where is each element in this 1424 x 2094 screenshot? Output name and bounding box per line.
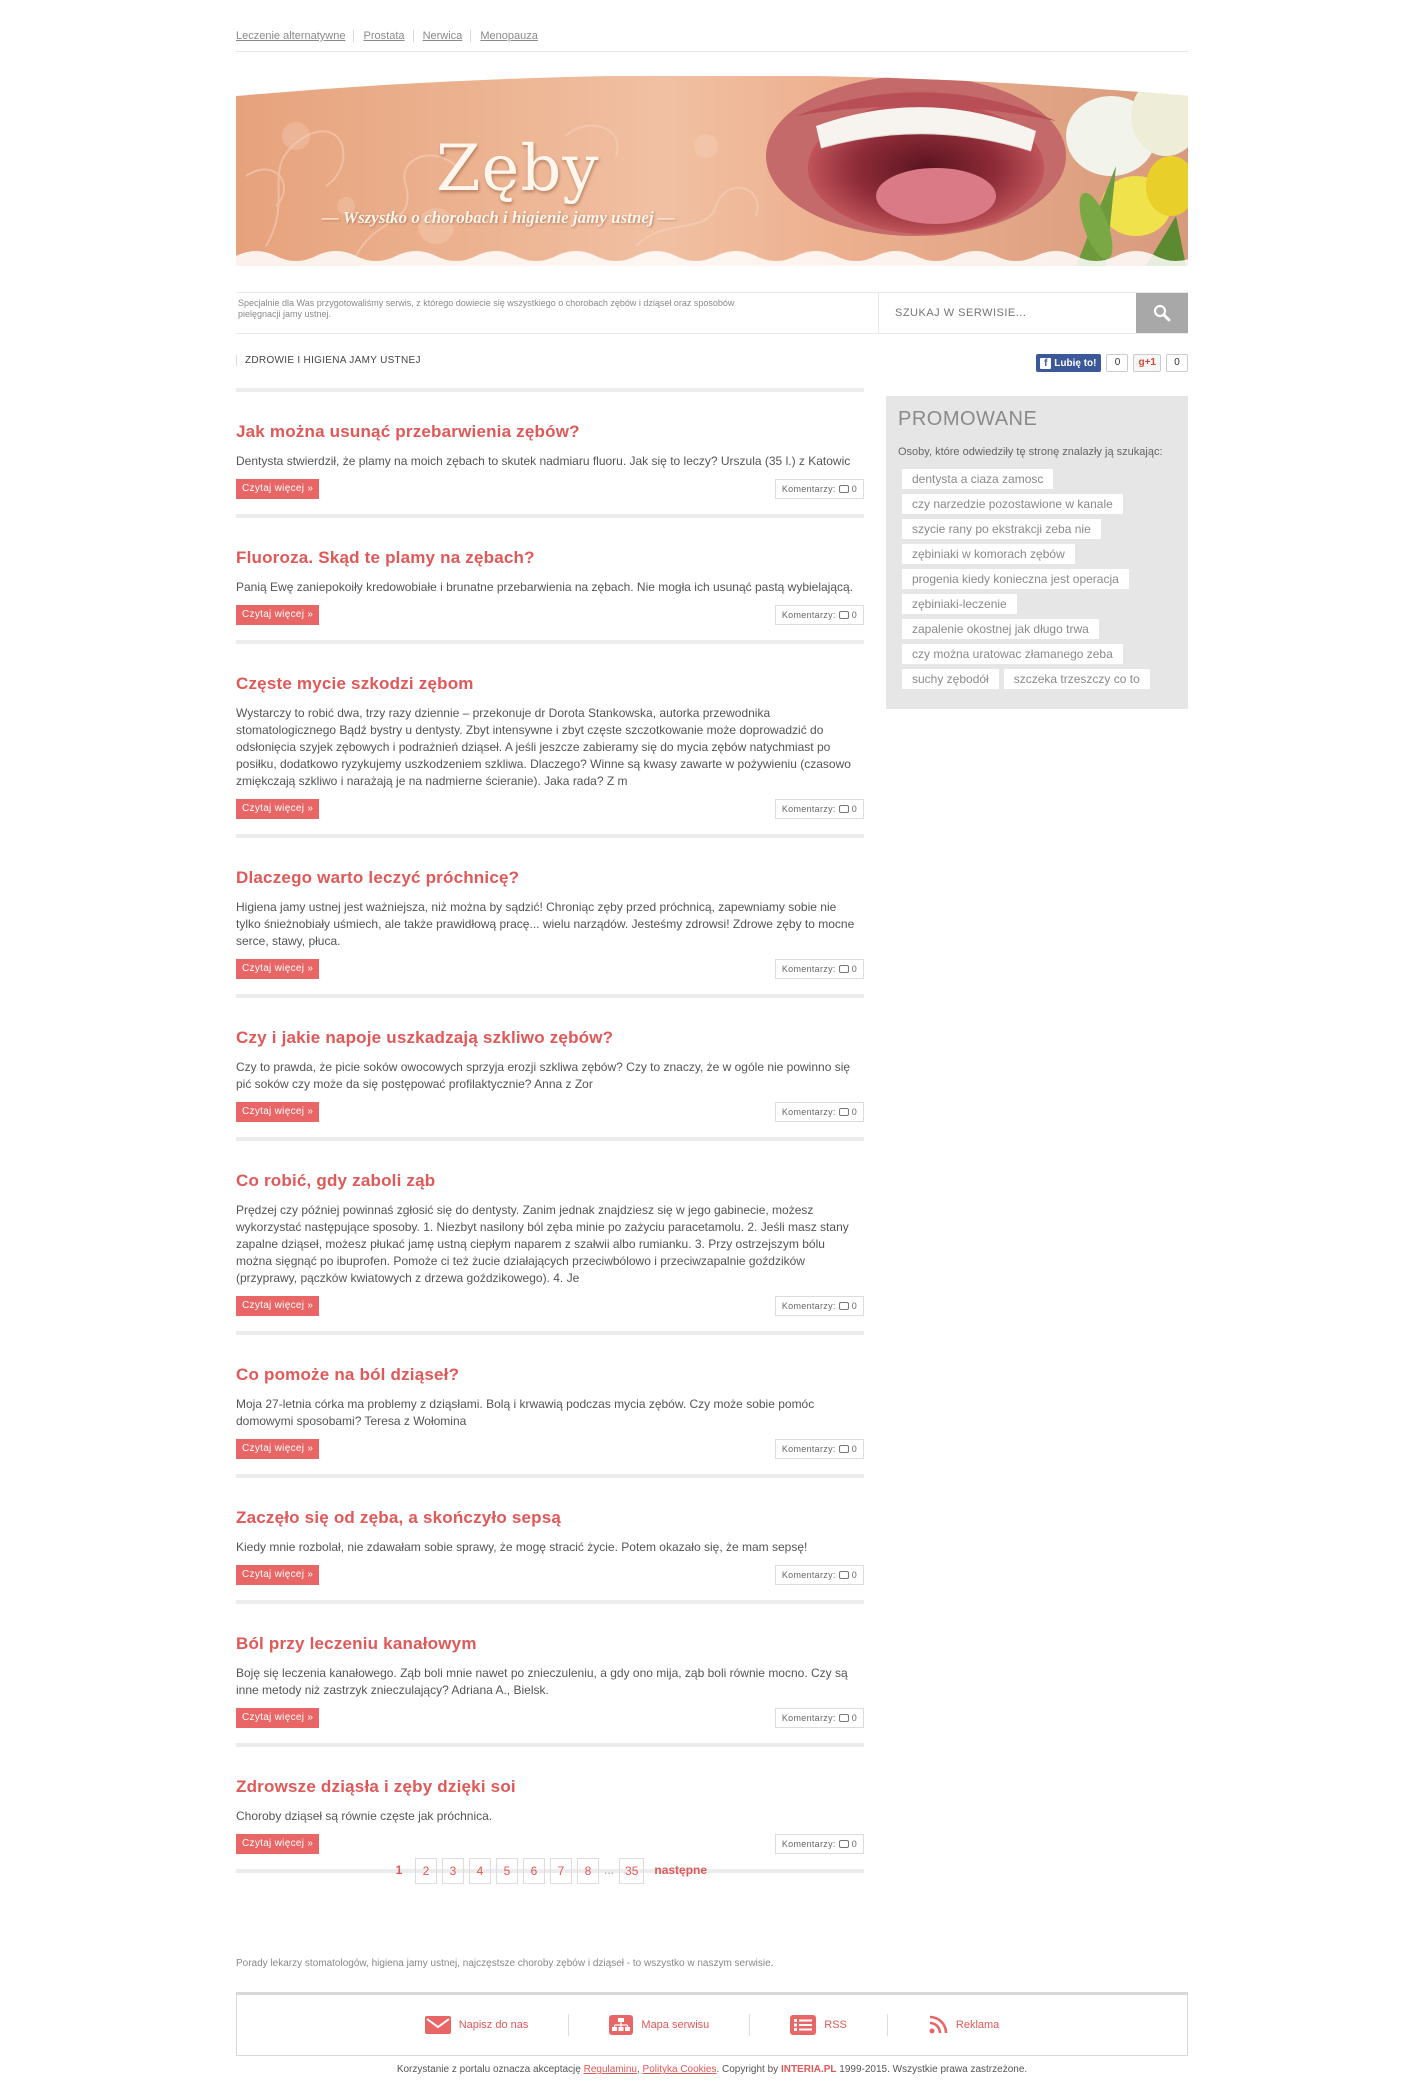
page-link[interactable]: 3 (442, 1858, 464, 1884)
comment-bubble-icon (839, 1714, 849, 1722)
comment-bubble-icon (839, 1840, 849, 1848)
comment-bubble-icon (839, 611, 849, 619)
site-subtitle: — Wszystko o chorobach i higienie jamy ustnej — (322, 208, 675, 227)
article-item (236, 994, 864, 1123)
comments-count: 0 (851, 1570, 857, 1580)
article-item (236, 1331, 864, 1460)
comments-badge[interactable] (775, 1834, 864, 1854)
comments-label: Komentarzy: (781, 610, 836, 620)
read-more-button[interactable]: Czytaj więcej » (236, 799, 319, 819)
page-link[interactable]: 2 (415, 1858, 437, 1884)
article-title[interactable]: Fluoroza. Skąd te plamy na zębach? (236, 548, 535, 567)
comments-label: Komentarzy: (781, 964, 836, 974)
page-link[interactable]: 6 (523, 1858, 545, 1884)
article-footer (236, 1101, 864, 1123)
read-more-button[interactable]: Czytaj więcej » (236, 1102, 319, 1122)
article-title[interactable]: Częste mycie szkodzi zębom (236, 674, 474, 693)
comments-badge[interactable] (775, 799, 864, 819)
intro-text: Specjalnie dla Was przygotowaliśmy serwis, z którego dowiecie się wszystkiego o chorobach zębów i dziąseł oraz sposobów pielęgnacji jamy ustnej. (238, 298, 735, 319)
intro-search-row (236, 292, 1188, 334)
search-tag[interactable]: suchy zębodół (902, 669, 999, 689)
footer-link-contact-label: Napisz do nas (458, 2019, 529, 2031)
article-footer (236, 1707, 864, 1729)
comment-bubble-icon (839, 1445, 849, 1453)
page-link[interactable]: 5 (496, 1858, 518, 1884)
footer-link-contact[interactable] (385, 2014, 570, 2036)
comments-badge[interactable] (775, 1102, 864, 1122)
footer-link-ads-label: Reklama (955, 2019, 1000, 2031)
read-more-button[interactable]: Czytaj więcej » (236, 605, 319, 625)
top-link-nerwica[interactable]: Nerwica (423, 30, 472, 42)
article-item (236, 1743, 864, 1855)
search-tag[interactable]: czy narzedzie pozostawione w kanale (902, 494, 1123, 514)
article-footer (236, 958, 864, 980)
comments-label: Komentarzy: (781, 804, 836, 814)
cookies-link[interactable]: Polityka Cookies (642, 2064, 717, 2075)
article-item (236, 388, 864, 500)
site-title: Zęby (436, 132, 600, 206)
comments-badge[interactable] (775, 1565, 864, 1585)
comments-count: 0 (851, 610, 857, 620)
article-title[interactable]: Czy i jakie napoje uszkadzają szkliwo zębów? (236, 1028, 614, 1047)
comments-label: Komentarzy: (781, 1570, 836, 1580)
article-list (236, 388, 864, 1873)
comments-label: Komentarzy: (781, 1713, 836, 1723)
article-item (236, 1474, 864, 1586)
comments-badge[interactable] (775, 479, 864, 499)
read-more-button[interactable]: Czytaj więcej » (236, 479, 319, 499)
interia-brand: INTERIA.PL (780, 2064, 837, 2075)
search-tag[interactable]: dentysta a ciaza zamosc (902, 469, 1053, 489)
page-link-last[interactable]: 35 (619, 1858, 644, 1884)
footer-link-sitemap-label: Mapa serwisu (641, 2019, 710, 2031)
read-more-button[interactable]: Czytaj więcej » (236, 959, 319, 979)
facebook-like-count: 0 (1106, 354, 1128, 372)
comments-count: 0 (851, 804, 857, 814)
read-more-button[interactable]: Czytaj więcej » (236, 1296, 319, 1316)
search-tag[interactable]: zapalenie okostnej jak długo trwa (902, 619, 1099, 639)
search-tag[interactable]: progenia kiedy konieczna jest operacja (902, 569, 1129, 589)
article-excerpt: Panią Ewę zaniepokoiły kredowobiałe i brunatne przebarwienia na zębach. Nie mogła ich usunąć pastą wybielającą. (236, 580, 854, 594)
article-footer (236, 1438, 864, 1460)
search-button[interactable] (1136, 293, 1188, 333)
comment-bubble-icon (839, 1108, 849, 1116)
article-excerpt: Higiena jamy ustnej jest ważniejsza, niż można by sądzić! Chroniąc zęby przed próchnicą, zapewniamy sobie nie tylko śnieżnobiały uśmiech, ale także prawidłową pracę... wielu narządów. Jesteśmy zdrowsi! Zdrowe zęby to mocne serce, stawy, płuca. (236, 900, 855, 948)
facebook-like-button[interactable] (1036, 354, 1101, 372)
comment-bubble-icon (839, 485, 849, 493)
read-more-button[interactable]: Czytaj więcej » (236, 1708, 319, 1728)
comment-bubble-icon (839, 805, 849, 813)
regulamin-link[interactable]: Regulaminu (583, 2064, 637, 2075)
article-title[interactable]: Co robić, gdy zaboli ząb (236, 1171, 436, 1190)
article-excerpt: Moja 27-letnia córka ma problemy z dziąsłami. Bolą i krwawią podczas mycia zębów. Czy może sobie pomóc domowymi sposobami? Teresa z Wołomina (236, 1397, 815, 1428)
article-title[interactable]: Dlaczego warto leczyć próchnicę? (236, 868, 520, 887)
copyright: Korzystanie z portalu oznacza akceptację Regulaminu, Polityka Cookies. Copyright by INTERIA.PL 1999-2015. Wszystkie prawa zastrzeżone. (396, 2064, 1028, 2075)
comments-count: 0 (851, 1301, 857, 1311)
comments-badge[interactable] (775, 1296, 864, 1316)
search-box (878, 293, 1136, 333)
comments-count: 0 (851, 1444, 857, 1454)
article-item (236, 834, 864, 980)
article-title[interactable]: Ból przy leczeniu kanałowym (236, 1634, 477, 1653)
article-item (236, 1600, 864, 1729)
article-item (236, 640, 864, 820)
facebook-icon: f (1040, 358, 1051, 369)
comments-label: Komentarzy: (781, 1301, 836, 1311)
envelope-icon (425, 2016, 451, 2034)
article-footer (236, 478, 864, 500)
footer-note: Porady lekarzy stomatologów, higiena jamy ustnej, najczęstsze choroby zębów i dziąseł - to wszystko w naszym serwisie. (236, 1958, 774, 1969)
rss-icon (928, 2015, 948, 2035)
top-link-menopauza[interactable]: Menopauza (480, 30, 538, 42)
comments-label: Komentarzy: (781, 1107, 836, 1117)
breadcrumb-row (236, 352, 1188, 374)
article-item (236, 514, 864, 626)
article-item (236, 1137, 864, 1317)
article-excerpt: Prędzej czy później powinnaś zgłosić się do dentysty. Zanim jednak znajdziesz się w jego gabinecie, możesz wykorzystać następujące sposoby. 1. Niezbyt nasilony ból zęba minie po zażyciu paracetamolu. 2. Jeśli masz stany zapalne dziąseł, możesz płukać jamę ustną ciepłym naparem z szałwii albo rumianku. 3. Przy ostrzejszym bólu można sięgnąć po ibuprofen. Pomoże ci też żucie działających przeciwbólowo i przeciwzapalnie goździków (przyprawy, pączków kwiatowych z drzewa goździkowego). 4. Je (236, 1203, 849, 1285)
footer-link-rss[interactable] (750, 2014, 888, 2036)
sitemap-icon (609, 2015, 633, 2035)
comments-label: Komentarzy: (781, 484, 836, 494)
comments-badge[interactable] (775, 1439, 864, 1459)
social-buttons (1036, 354, 1188, 372)
search-icon (1153, 304, 1171, 322)
footer-link-ads[interactable] (888, 2014, 1039, 2036)
comments-badge[interactable] (775, 959, 864, 979)
article-footer (236, 1564, 864, 1586)
page-link[interactable]: 4 (469, 1858, 491, 1884)
top-links (236, 30, 1188, 52)
article-title[interactable]: Zdrowsze dziąsła i zęby dzięki soi (236, 1777, 516, 1796)
facebook-like-label: Lubię to! (1054, 357, 1097, 369)
search-tag[interactable]: szczeka trzeszczy co to (1004, 669, 1150, 689)
search-tag[interactable]: zębiniaki w komorach zębów (902, 544, 1075, 564)
comments-count: 0 (851, 1839, 857, 1849)
top-link-prostata[interactable]: Prostata (364, 30, 414, 42)
comment-bubble-icon (839, 965, 849, 973)
article-title[interactable]: Zaczęło się od zęba, a skończyło sepsą (236, 1508, 562, 1527)
search-input[interactable] (879, 293, 1136, 333)
comment-bubble-icon (839, 1302, 849, 1310)
banner-image (236, 76, 1188, 266)
page-ellipsis: ... (604, 1863, 615, 1877)
search-tags (898, 469, 1176, 689)
search-tag[interactable]: czy można uratowac złamanego zeba (902, 644, 1123, 664)
promoted-sidebar (886, 396, 1188, 709)
read-more-button[interactable]: Czytaj więcej » (236, 1834, 319, 1854)
footer-link-sitemap[interactable] (569, 2014, 750, 2036)
copyright-suffix: 1999-2015. Wszystkie prawa zastrzeżone. (839, 2064, 1028, 2075)
search-tag[interactable]: zębiniaki-leczenie (902, 594, 1017, 614)
comment-bubble-icon (839, 1571, 849, 1579)
comments-count: 0 (851, 1713, 857, 1723)
sidebar-title: PROMOWANE (898, 408, 1038, 430)
page-link[interactable]: 8 (577, 1858, 599, 1884)
article-footer (236, 1833, 864, 1855)
pagination (388, 1858, 712, 1884)
site-subtitle-text: Wszystko o chorobach i higienie jamy ustnej (342, 208, 654, 227)
gplus-count: 0 (1166, 354, 1188, 372)
search-tag[interactable]: szycie rany po ekstrakcji zeba nie (902, 519, 1101, 539)
comments-label: Komentarzy: (781, 1839, 836, 1849)
read-more-button[interactable]: Czytaj więcej » (236, 1565, 319, 1585)
article-footer (236, 604, 864, 626)
footer-link-rss-label: RSS (824, 2019, 847, 2031)
comments-count: 0 (851, 1107, 857, 1117)
article-footer (236, 1295, 864, 1317)
article-excerpt: Choroby dziąseł są równie częste jak próchnica. (236, 1809, 493, 1823)
page-link[interactable]: 7 (550, 1858, 572, 1884)
comments-count: 0 (851, 964, 857, 974)
article-title[interactable]: Jak można usunąć przebarwienia zębów? (236, 422, 580, 441)
top-link-leczenie[interactable]: Leczenie alternatywne (236, 30, 354, 42)
next-page-link[interactable]: następne (654, 1863, 708, 1877)
footer-links (236, 1992, 1188, 2056)
article-excerpt: Czy to prawda, że picie soków owocowych sprzyja erozji szkliwa zębów? Czy to znaczy, że w ogóle nie powinno się pić soków czy może da się postępować profilaktycznie? Anna z Zor (236, 1060, 851, 1091)
page-current: 1 (395, 1863, 403, 1877)
article-excerpt: Dentysta stwierdził, że plamy na moich zębach to skutek nadmiaru fluoru. Jak się to leczy? Urszula (35 l.) z Katowic (236, 454, 851, 468)
header-banner[interactable] (236, 76, 1188, 266)
comments-badge[interactable] (775, 1708, 864, 1728)
breadcrumb: ZDROWIE I HIGIENA JAMY USTNEJ (236, 355, 421, 366)
read-more-button[interactable]: Czytaj więcej » (236, 1439, 319, 1459)
comments-count: 0 (851, 484, 857, 494)
copyright-prefix: Korzystanie z portalu oznacza akceptację (396, 2064, 581, 2075)
list-icon (790, 2015, 816, 2035)
copyright-by: . Copyright by (716, 2064, 779, 2075)
comments-badge[interactable] (775, 605, 864, 625)
sidebar-description: Osoby, które odwiedziły tę stronę znalazły ją szukając: (898, 446, 1163, 458)
article-excerpt: Kiedy mnie rozbolał, nie zdawałam sobie sprawy, że mogę stracić życie. Potem okazało się, że mam sepsę! (236, 1540, 808, 1554)
article-excerpt: Boję się leczenia kanałowego. Ząb boli mnie nawet po znieczuleniu, a gdy ono mija, ząb boli równie mocno. Czy są inne metody niż zastrzyk znieczulający? Adriana A., Bielsk. (236, 1666, 848, 1697)
gplus-button[interactable]: g+1 (1133, 354, 1161, 372)
article-excerpt: Wystarczy to robić dwa, trzy razy dziennie – przekonuje dr Dorota Stankowska, autorka przewodnika stomatologicznego Bądź bystry u dentysty. Zbyt intensywne i zbyt częste szczotkowanie może doprowadzić do odsłonięcia szyjek zębowych i podrażnień dziąseł. A jeśli jeszcze zabieramy się do mycia zębów natychmiast po posiłku, dodatkowo ryzykujemy uszkodzeniem szkliwa. Dlaczego? Winne są kwasy zawarte w pożywieniu (czasowo zmiękczają szkliwo i narażają je na nadmierne ścieranie). Jaka rada? Z m (236, 706, 851, 788)
article-title[interactable]: Co pomoże na ból dziąseł? (236, 1365, 460, 1384)
gplus-label: +1 (1144, 357, 1156, 368)
comments-label: Komentarzy: (781, 1444, 836, 1454)
article-footer (236, 798, 864, 820)
